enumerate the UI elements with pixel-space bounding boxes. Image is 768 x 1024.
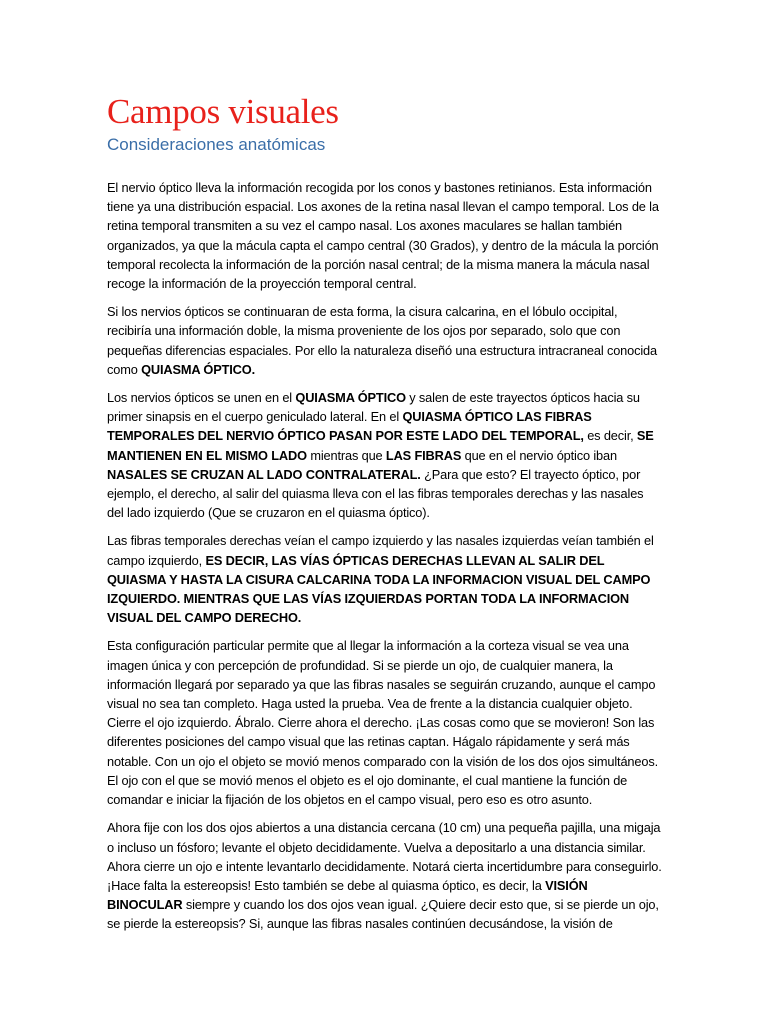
text-run: que en el nervio óptico iban [461,447,617,463]
paragraph-4 [107,531,663,627]
paragraph-1 [107,178,663,293]
text-run: Si los nervios ópticos se continuaran de esta forma, la cisura calcarina, en el lóbulo occipital, recibiría una información doble, la misma proveniente de los ojos por separado, solo que con pequeñas diferencias espaciales. Por ello la naturaleza diseñó una estructura intracraneal conocida como [107,304,657,377]
bold-text-run: QUIASMA ÓPTICO [295,390,406,406]
text-run: Los nervios ópticos se unen en el [107,390,296,406]
bold-text-run: VISIÓN BINOCULAR [107,877,588,913]
text-run: mientras que [306,447,386,463]
bold-text-run: QUIASMA ÓPTICO LAS FIBRAS TEMPORALES DEL NERVIO ÓPTICO PASAN POR ESTE LADO DEL TEMPORAL, [107,409,592,444]
bold-text-run: ES DECIR, LAS VÍAS ÓPTICAS DERECHAS LLEVAN AL SALIR DEL QUIASMA Y HASTA LA CISURA CALCARINA TODA LA INFORMACION VISUAL DEL CAMPO IZQUIERDO. MIENTRAS QUE LAS VÍAS IZQUIERDAS PORTAN TODA LA INFORMACION VISUAL DEL CAMPO DERECHO. [107,552,651,626]
paragraph-2 [107,302,663,379]
bold-text-run: QUIASMA ÓPTICO. [141,361,255,377]
bold-text-run: SE MANTIENEN EN EL MISMO LADO [107,428,654,463]
text-run: Las fibras temporales derechas veían el campo izquierdo y las nasales izquierdas veían también el campo izquierdo, [107,533,654,568]
text-run: es decir, [583,428,637,444]
bold-text-run: LAS FIBRAS [385,447,462,463]
paragraph-5 [107,636,663,809]
text-run: ¿Para que esto? El trayecto óptico, por ejemplo, el derecho, al salir del quiasma lleva con el las fibras temporales derechas y las nasales del lado izquierdo (Que se cruzaron en el quiasma óptico). [107,466,644,521]
text-run: siempre y cuando los dos ojos vean igual. ¿Quiere decir esto que, si se pierde un ojo, se pierde la estereopsis? Si, aunque las fibras nasales continúen decusándose, la visión de [107,897,659,932]
text-run: Ahora fije con los dos ojos abiertos a una distancia cercana (10 cm) una pequeña pajilla, una migaja o incluso un fósforo; levante el objeto decididamente. Vuelva a depositarlo a una distancia similar. Ahora cierre un ojo e intente levantarlo decididamente. Notará cierta incertidumbre para conseguirlo. ¡Hace falta la estereopsis! Esto también se debe al quiasma óptico, es decir, la [107,820,662,893]
text-run: Esta configuración particular permite que al llegar la información a la corteza visual se vea una imagen única y con percepción de profundidad. Si se pierde un ojo, de cualquier manera, la información llegará por separado ya que las fibras nasales se seguirán cruzando, aunque el campo visual no sea tan completo. Haga usted la prueba. Vea de frente a la distancia cualquier objeto. Cierre el ojo izquierdo. Ábralo. Cierre ahora el derecho. ¡Las cosas como que se movieron! Son las diferentes posiciones del campo visual que las retinas captan. Hágalo rápidamente y será más notable. Con un ojo el objeto se movió menos comparado con la visión de los dos ojos simultáneos. El ojo con el que se movió menos el objeto es el ojo dominante, el cual mantiene la función de comandar e iniciar la fijación de los objetos en el campo visual, pero eso es otro asunto. [107,638,658,808]
document-body [107,90,663,943]
text-run: El nervio óptico lleva la información recogida por los conos y bastones retinianos. Esta información tiene ya una distribución espacial. Los axones de la retina nasal llevan el campo temporal. Los de la retina temporal transmiten a su vez el campo nasal. Los axones maculares se hallan también organizados, ya que la mácula capta el campo central (30 Grados), y dentro de la mácula la porción temporal recolecta la información de la porción nasal central; de la misma manera la mácula nasal recoge la información de la proyección temporal central. [107,180,659,292]
section-subtitle: Consideraciones anatómicas [107,135,326,154]
paragraph-3 [107,388,663,522]
bold-text-run: NASALES SE CRUZAN AL LADO CONTRALATERAL. [107,466,421,482]
paragraph-6 [107,818,663,933]
text-run: y salen de este trayectos ópticos hacia su primer sinapsis en el cuerpo geniculado lateral. En el [107,390,640,425]
document-title: Campos visuales [107,92,339,131]
